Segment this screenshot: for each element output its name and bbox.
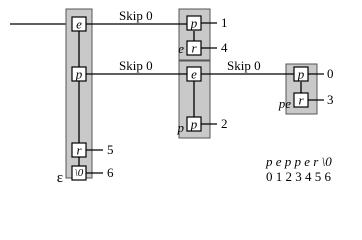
leaf-index-5: 5	[107, 142, 114, 157]
node-pe-r-label: r	[298, 92, 304, 108]
leaf-index-1: 1	[221, 15, 228, 30]
skip-label-root-e: Skip 0	[119, 8, 153, 23]
group-label-root: ε	[56, 170, 63, 186]
group-label-pe: pe	[278, 96, 291, 111]
skip-label-root-p: Skip 0	[119, 58, 153, 73]
leaf-index-6: 6	[107, 165, 114, 180]
leaf-index-0: 0	[327, 66, 334, 81]
node-p-p-label: p	[190, 116, 198, 132]
leaf-index-4: 4	[221, 40, 228, 55]
group-label-p: p	[177, 120, 184, 135]
group-label-e: e	[178, 41, 184, 56]
node-root-p-label: p	[75, 66, 83, 82]
node-root-terminator-label: \0	[74, 167, 84, 179]
node-p-e-label: e	[191, 66, 197, 82]
legend-indices: 0 1 2 3 4 5 6	[266, 169, 331, 184]
leaf-index-2: 2	[221, 116, 228, 131]
node-root-r-label: r	[76, 142, 82, 158]
node-pe-p-label: p	[297, 66, 305, 82]
skip-label-p-e: Skip 0	[227, 58, 261, 73]
leaf-index-3: 3	[327, 92, 334, 107]
node-e-p-label: p	[190, 15, 198, 31]
node-e-r-label: r	[191, 40, 197, 56]
legend-string: p e p p e r \0	[266, 154, 332, 169]
node-root-e-label: e	[76, 16, 82, 32]
